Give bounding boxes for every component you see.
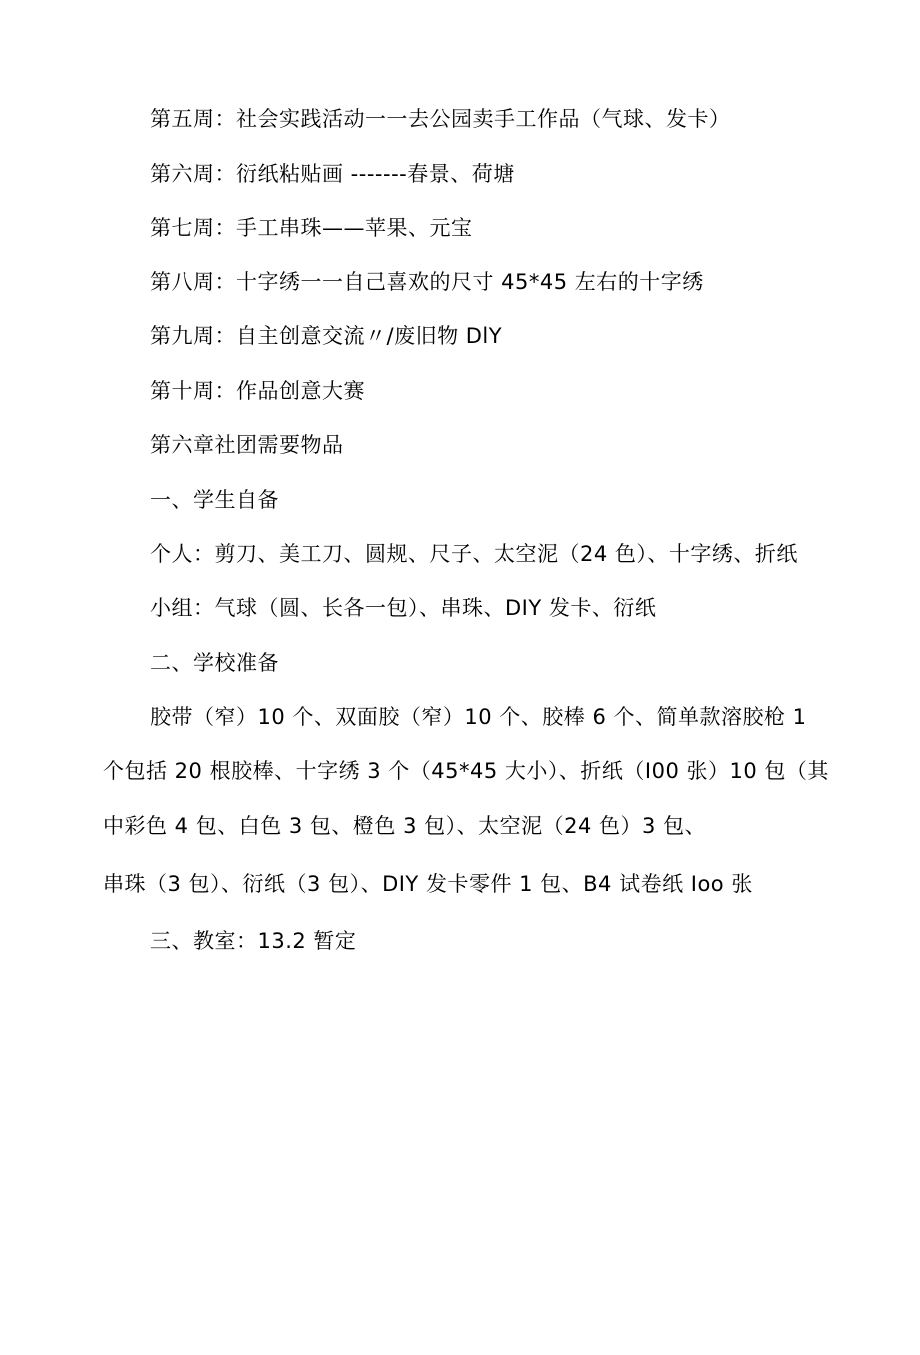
schedule-week-10: 第十周：作品创意大赛: [150, 379, 365, 403]
school-items-paragraph-line: 中彩色 4 包、白色 3 包、橙色 3 包）、太空泥（24 色）3 包、: [103, 814, 707, 838]
schedule-week-5: 第五周：社会实践活动一一去公园卖手工作品（气球、发卡）: [150, 107, 731, 131]
schedule-week-9: 第九周：自主创意交流〃/废旧物 DlY: [150, 324, 503, 348]
school-items-paragraph-line: 胶带（窄）10 个、双面胶（窄）10 个、胶棒 6 个、简单款溶胶枪 1: [150, 705, 807, 729]
schedule-week-8: 第八周：十字绣一一自己喜欢的尺寸 45*45 左右的十字绣: [150, 270, 704, 294]
school-items-paragraph-line: 个包括 20 根胶棒、十字绣 3 个（45*45 大小）、折纸（I00 张）10 包（其: [103, 759, 829, 783]
section-heading-classroom: 三、教室：13.2 暂定: [150, 929, 357, 953]
student-group-items: 小组：气球（圆、长各一包）、串珠、DIY 发卡、衍纸: [150, 596, 657, 620]
student-personal-items: 个人：剪刀、美工刀、圆规、尺子、太空泥（24 色）、十字绣、折纸: [150, 542, 798, 566]
school-items-paragraph-line: 串珠（3 包）、衍纸（3 包）、DIY 发卡零件 1 包、B4 试卷纸 Ioo 张: [103, 872, 753, 896]
section-heading-school: 二、学校准备: [150, 651, 279, 675]
chapter-heading: 第六章社团需要物品: [150, 433, 344, 457]
schedule-week-6: 第六周：衍纸粘贴画 -------春景、荷塘: [150, 162, 515, 186]
section-heading-student: 一、学生自备: [150, 488, 279, 512]
schedule-week-7: 第七周：手工串珠——苹果、元宝: [150, 216, 473, 240]
